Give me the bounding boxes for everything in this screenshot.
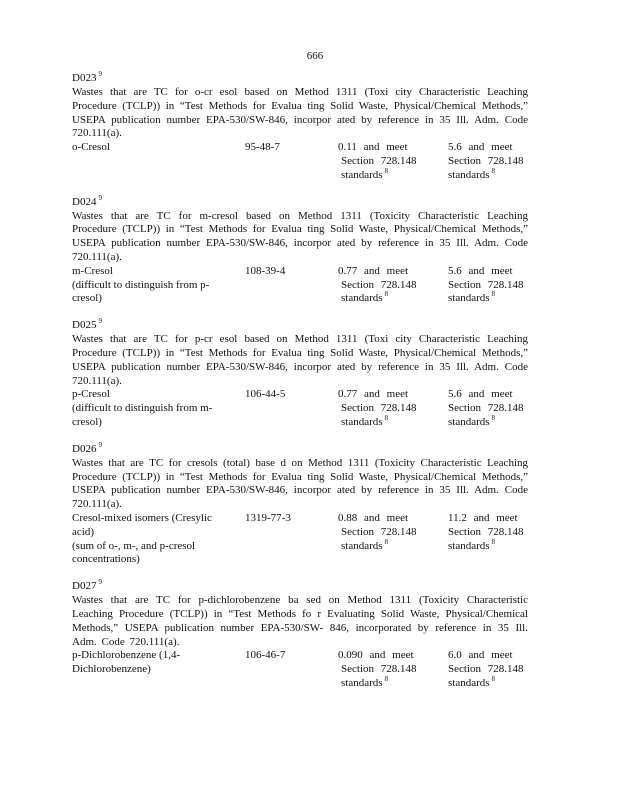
constituent-line: cresol) — [72, 415, 102, 428]
ww-standards — [338, 674, 420, 691]
waste-code — [72, 580, 528, 594]
nww-standards — [448, 166, 530, 183]
ww-standards-text: standards — [341, 539, 383, 552]
ww-standards-footnote: 8 — [384, 166, 389, 175]
wastewater-standard — [338, 649, 420, 690]
nww-value: 11.2 and meet — [448, 511, 518, 524]
ww-value: 0.77 and meet — [338, 264, 409, 277]
ww-value: 0.11 and meet — [338, 141, 408, 154]
ww-standards-footnote: 8 — [384, 537, 389, 546]
ww-section: Section 728.148 — [341, 525, 417, 538]
nww-standards — [448, 292, 530, 306]
ww-standards-footnote: 8 — [384, 674, 389, 683]
page-number: 666 — [306, 50, 324, 62]
waste-entry — [72, 72, 528, 183]
ww-standards — [338, 166, 420, 183]
nonwastewater-standard — [448, 649, 530, 690]
nww-value: 5.6 and meet — [448, 388, 513, 401]
constituent-row — [72, 265, 528, 306]
waste-code-footnote: 9 — [98, 70, 102, 78]
nww-value: 5.6 and meet — [448, 264, 513, 277]
ww-section: Section 728.148 — [341, 663, 417, 676]
constituent-line: p-Dichlorobenzene (1,4- — [72, 649, 181, 662]
waste-code — [72, 319, 528, 333]
nww-standards-text: standards — [448, 415, 490, 428]
constituent-line: (difficult to distinguish from p- — [72, 278, 210, 291]
cas-number: 106-46-7 — [245, 649, 286, 662]
ww-value: 0.88 and meet — [338, 511, 409, 524]
constituent-row — [72, 388, 528, 429]
ww-standards — [338, 537, 420, 554]
waste-description: Wastes that are TC for cresols (total) base d on Method 1311 (Toxicity Characteristic Leaching Procedure (TCLP)) in “Test Methods for Evalua ting Solid Waste, Physical/Chemical Methods,” USEPA publication number EPA-530/SW-846, incorpor ated by reference in 35 Ill. Adm. Code 720.111(a). — [72, 456, 528, 511]
constituent-line: acid) — [72, 525, 94, 538]
cas-number: 95-48-7 — [245, 141, 280, 154]
waste-code — [72, 440, 528, 457]
nww-value: 5.6 and meet — [448, 141, 513, 154]
ww-value: 0.090 and meet — [338, 649, 414, 662]
nww-standards-footnote: 8 — [491, 537, 496, 546]
ww-standards — [338, 413, 420, 430]
waste-code-label: D026 — [72, 442, 97, 455]
nonwastewater-standard — [448, 141, 530, 182]
constituent-name — [72, 265, 224, 306]
ww-standards-text: standards — [341, 292, 383, 305]
waste-description: Wastes that are TC for o-cr esol based on Method 1311 (Toxi city Characteristic Leaching Procedure (TCLP)) in “Test Methods for Evalua ting Solid Waste, Physical/Chemical Methods,” USEPA publication number EPA-530/SW-846, incorpor ated by reference in 35 Ill. Adm. Code 720.111(a). — [72, 86, 528, 140]
nww-value: 6.0 and meet — [448, 649, 513, 662]
nonwastewater-standard — [448, 388, 530, 429]
constituent-row — [72, 649, 528, 690]
constituent-name — [72, 512, 224, 567]
nww-standards-footnote: 8 — [491, 290, 496, 299]
waste-description: Wastes that are TC for m-cresol based on Method 1311 (Toxicity Characteristic Leaching Procedure (TCLP)) in “Test Methods for Evalua ting Solid Waste, Physical/Chemical Methods,” USEPA publication number EPA-530/SW-846, incorpor ated by reference in 35 Ill. Adm. Code 720.111(a). — [72, 209, 528, 263]
ww-standards-text: standards — [341, 415, 383, 428]
waste-description: Wastes that are TC for p-dichlorobenzene ba sed on Method 1311 (Toxicity Characteristic Leaching Procedure (TCLP)) in “Test Methods fo r Evaluating Solid Waste, Physical/Chemical Methods,” USEPA publication number EPA-530/SW- 846, incorporated by reference in 35 Ill. Adm. Code 720.111(a). — [72, 594, 528, 648]
ww-standards-text: standards — [341, 676, 383, 689]
nww-standards-text: standards — [448, 539, 490, 552]
wastewater-standard — [338, 141, 420, 182]
ww-section: Section 728.148 — [341, 402, 417, 415]
constituent-line: o-Cresol — [72, 141, 110, 154]
waste-entry — [72, 193, 528, 307]
nww-standards — [448, 537, 530, 554]
constituent-row — [72, 512, 528, 567]
constituent-line: Cresol-mixed isomers (Cresylic — [72, 511, 212, 524]
nww-standards-footnote: 8 — [491, 166, 496, 175]
constituent-line: cresol) — [72, 292, 102, 305]
constituent-row — [72, 141, 528, 182]
ww-section: Section 728.148 — [341, 278, 417, 291]
waste-code-label: D025 — [72, 319, 97, 332]
constituent-line: (sum of o-, m-, and p-cresol — [72, 539, 196, 552]
waste-entry — [72, 580, 528, 691]
waste-code — [72, 72, 528, 86]
constituent-line: m-Cresol — [72, 264, 113, 277]
constituent-name — [72, 141, 224, 155]
nonwastewater-standard — [448, 512, 530, 553]
constituent-line: concentrations) — [72, 553, 140, 566]
cas-number: 108-39-4 — [245, 264, 286, 277]
ww-section: Section 728.148 — [341, 154, 417, 167]
nww-standards-text: standards — [448, 676, 490, 689]
wastewater-standard — [338, 512, 420, 553]
waste-code-label: D027 — [72, 580, 97, 593]
waste-entry — [72, 319, 528, 430]
nww-standards-text: standards — [448, 292, 490, 305]
constituent-line: p-Cresol — [72, 388, 110, 401]
wastewater-standard — [338, 265, 420, 306]
waste-code-label: D023 — [72, 72, 97, 84]
ww-standards-footnote: 8 — [384, 290, 389, 299]
constituent-name — [72, 388, 224, 429]
nww-standards-footnote: 8 — [491, 674, 496, 683]
nww-section: Section 728.148 — [448, 278, 524, 291]
waste-code-footnote: 9 — [98, 578, 102, 587]
wastewater-standard — [338, 388, 420, 429]
waste-code — [72, 193, 528, 210]
nww-section: Section 728.148 — [448, 154, 524, 167]
ww-standards-footnote: 8 — [384, 413, 389, 422]
cas-number: 106-44-5 — [245, 388, 286, 401]
waste-code-footnote: 9 — [98, 317, 102, 326]
ww-standards-text: standards — [341, 168, 383, 181]
nww-section: Section 728.148 — [448, 663, 524, 676]
nww-section: Section 728.148 — [448, 402, 524, 415]
constituent-line: (difficult to distinguish from m- — [72, 402, 213, 415]
waste-description: Wastes that are TC for p-cr esol based on Method 1311 (Toxi city Characteristic Leaching Procedure (TCLP)) in “Test Methods for Evalua ting Solid Waste, Physical/Chemical Methods,” USEPA publication number EPA-530/SW-846, incorpor ated by reference in 35 Ill. Adm. Code 720.111(a). — [72, 333, 528, 387]
nww-section: Section 728.148 — [448, 525, 524, 538]
waste-entry — [72, 440, 528, 567]
ww-value: 0.77 and meet — [338, 388, 409, 401]
waste-code-footnote: 9 — [98, 440, 102, 449]
constituent-name — [72, 649, 224, 677]
cas-number: 1319-77-3 — [245, 511, 291, 524]
nonwastewater-standard — [448, 265, 530, 306]
waste-code-label: D024 — [72, 195, 97, 208]
nww-standards — [448, 674, 530, 691]
nww-standards-footnote: 8 — [491, 413, 496, 422]
ww-standards — [338, 292, 420, 306]
waste-code-table — [72, 72, 528, 704]
constituent-line: Dichlorobenzene) — [72, 663, 151, 676]
nww-standards — [448, 413, 530, 430]
nww-standards-text: standards — [448, 168, 490, 181]
waste-code-footnote: 9 — [98, 193, 102, 202]
